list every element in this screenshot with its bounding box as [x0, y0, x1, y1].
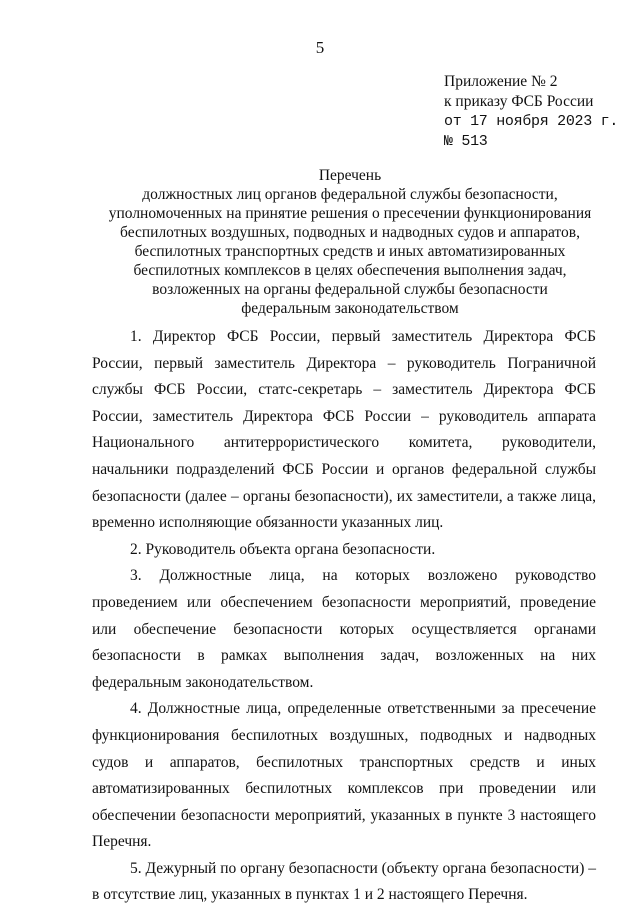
title-line: беспилотных воздушных, подводных и надводных судов и аппаратов, [120, 224, 580, 241]
title-heading: Перечень [318, 167, 382, 184]
title-line: уполномоченных на принятие решения о пресечении функционирования [108, 205, 592, 222]
title-line: беспилотных транспортных средств и иных автоматизированных [134, 243, 566, 260]
appendix-block [444, 72, 618, 152]
title-line: беспилотных комплексов в целях обеспечения выполнения задач, [133, 262, 567, 279]
list-item-4: 4. Должностные лица, определенные ответственными за пресечение функционирования беспилотных воздушных, подводных и надводных судов и аппаратов, беспилотных транспортных средств и иных автоматизированных беспилотных комплексов при проведении или обеспечении безопасности мероприятий, указанных в пункте 3 настоящего Перечня. [92, 700, 596, 851]
list-item-5: 5. Дежурный по органу безопасности (объекту органа безопасности) – в отсутствие лиц, указанных в пунктах 1 и 2 настоящего Перечня. [92, 859, 597, 904]
list-item-2: 2. Руководитель объекта органа безопасности. [130, 540, 436, 558]
title-line: возложенных на органы федеральной службы безопасности [152, 281, 548, 298]
list-item-1: 1. Директор ФСБ России, первый заместитель Директора ФСБ России, первый заместитель Директора – руководитель Пограничной службы ФСБ России, статс-секретарь – заместитель Директора ФСБ России, заместитель Директора ФСБ России – руководитель аппарата Национального антитеррористического комитета, руководители, начальники подразделений ФСБ России и органов федеральной службы безопасности (далее – органы безопасности), их заместители, а также лица, временно исполняющие обязанности указанных лиц. [92, 328, 596, 532]
appendix-order-date: от 17 ноября 2023 г. [444, 113, 619, 130]
page-number: 5 [315, 38, 325, 57]
document-body [92, 324, 596, 909]
appendix-label: Приложение № 2 [444, 73, 558, 90]
appendix-order-number: № 513 [444, 133, 488, 150]
list-item-3: 3. Должностные лица, на которых возложено руководство проведением или обеспечением безопасности мероприятий, проведение или обеспечение безопасности которых осуществляется органами безопасности в рамках выполнения задач, возложенных на них федеральным законодательством. [92, 567, 596, 691]
appendix-order-reference: к приказу ФСБ России [444, 93, 594, 110]
title-line: должностных лиц органов федеральной службы безопасности, [142, 186, 558, 203]
title-line: федеральным законодательством [241, 300, 459, 317]
document-title [60, 166, 640, 318]
